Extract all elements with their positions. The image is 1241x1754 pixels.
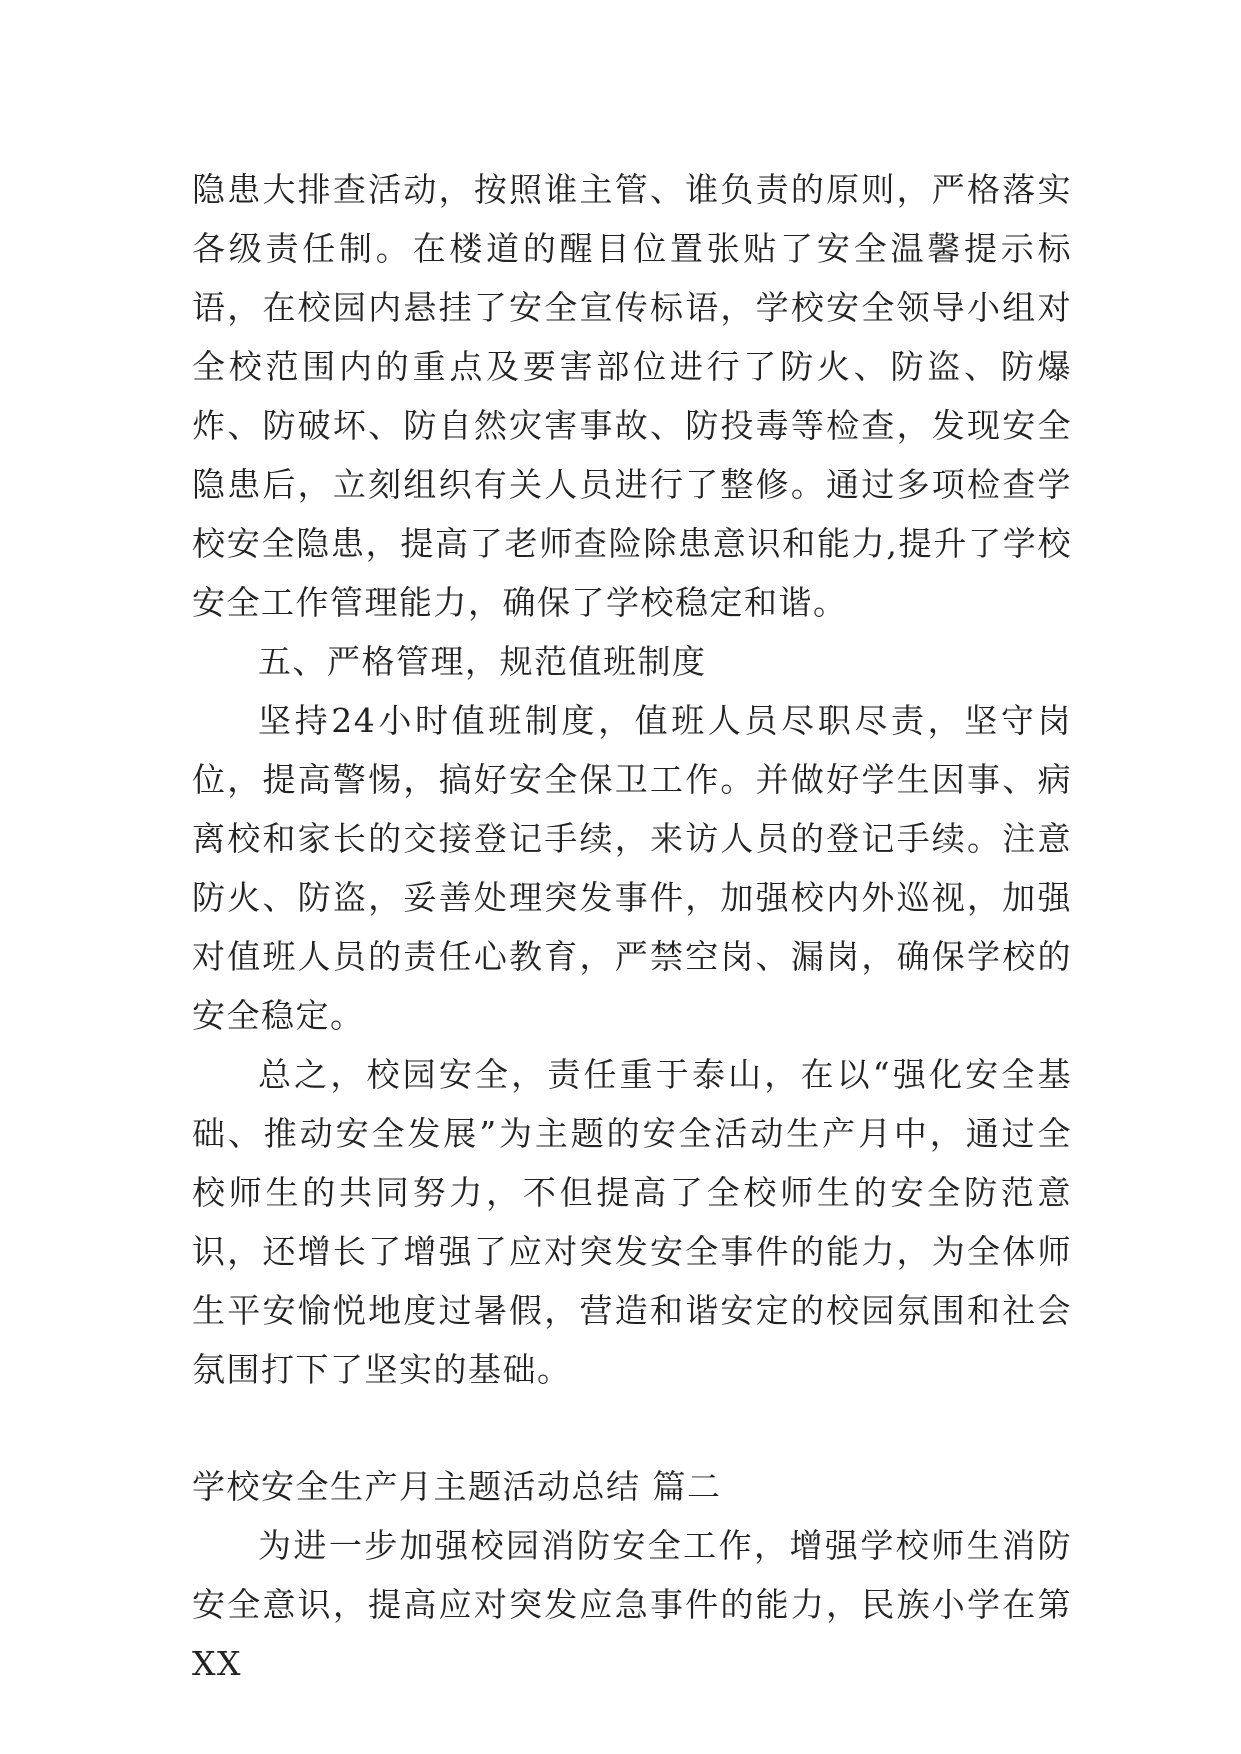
paragraph-fire-safety-intro: 为进一步加强校园消防安全工作，增强学校师生消防安全意识，提高应对突发应急事件的能力，民族小学在第XX	[192, 1526, 1072, 1683]
article-title: 学校安全生产月主题活动总结 篇二	[192, 1467, 722, 1506]
paragraph-duty-system: 坚持24小时值班制度，值班人员尽职尽责，坚守岗位，提高警惕，搞好安全保卫工作。并做好学生因事、病离校和家长的交接登记手续，来访人员的登记手续。注意防火、防盗，妥善处理突发事件，加强校内外巡视，加强对值班人员的责任心教育，严禁空岗、漏岗，确保学校的安全稳定。	[192, 701, 1072, 1035]
paragraph-conclusion: 总之，校园安全，责任重于泰山，在以“强化安全基础、推动安全发展”为主题的安全活动生产月中，通过全校师生的共同努力，不但提高了全校师生的安全防范意识，还增长了增强了应对突发安全事件的能力，为全体师生平安愉悦地度过暑假，营造和谐安定的校园氛围和社会氛围打下了坚实的基础。	[192, 1055, 1072, 1389]
document-page	[192, 160, 1072, 1693]
paragraph-hazard-inspection: 隐患大排查活动，按照谁主管、谁负责的原则，严格落实各级责任制。在楼道的醒目位置张贴了安全温馨提示标语，在校园内悬挂了安全宣传标语，学校安全领导小组对全校范围内的重点及要害部位进行了防火、防盗、防爆炸、防破坏、防自然灾害事故、防投毒等检查，发现安全隐患后，立刻组织有关人员进行了整修。通过多项检查学校安全隐患，提高了老师查险除患意识和能力,提升了学校安全工作管理能力，确保了学校稳定和谐。	[192, 170, 1072, 622]
section-heading-duty-system: 五、严格管理，规范值班制度	[258, 642, 707, 681]
